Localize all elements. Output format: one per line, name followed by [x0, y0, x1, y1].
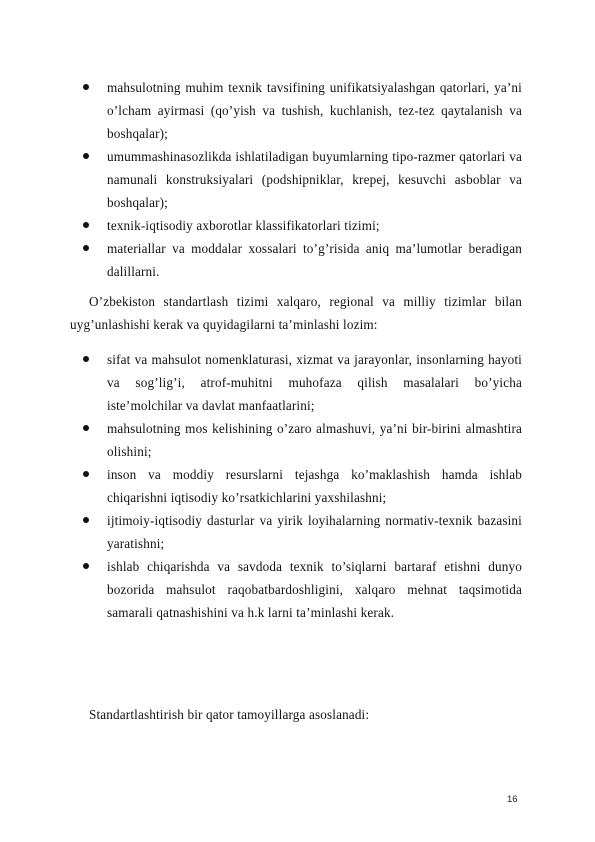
list-item: [82, 214, 522, 237]
list-item: [82, 76, 522, 145]
list-item: [82, 348, 522, 417]
list-item: [82, 145, 522, 214]
list-item: [82, 417, 522, 463]
bullet-list-1: [82, 76, 522, 283]
bullet-icon: [83, 222, 89, 228]
list-item-text: umummashinasozlikda ishlatiladigan buyumlarning tipo-razmer qatorlari va namunali konstruksiyalari (podshipniklar, krepej, kesuvchi asboblar va boshqalar);: [107, 149, 522, 210]
list-item: [82, 463, 522, 509]
bullet-icon: [83, 471, 89, 477]
list-item: [82, 509, 522, 555]
bullet-icon: [83, 425, 89, 431]
list-item-text: sifat va mahsulot nomenklaturasi, xizmat va jarayonlar, insonlarning hayoti va sog’lig’i, atrof-muhitni muhofaza qilish masalalari bo’yicha iste’molchilar va davlat manfaatlarini;: [107, 352, 522, 413]
list-item-text: texnik-iqtisodiy axborotlar klassifikatorlari tizimi;: [107, 218, 380, 233]
bullet-list-2: [82, 348, 522, 624]
bullet-icon: [83, 245, 89, 251]
body-paragraph: Standartlashtirish bir qator tamoyillarga asoslanadi:: [89, 707, 370, 722]
list-item: [82, 555, 522, 624]
list-item-text: ijtimoiy-iqtisodiy dasturlar va yirik loyihalarning normativ-texnik bazasini yaratishni;: [107, 513, 522, 551]
body-paragraph: O’zbekiston standartlash tizimi xalqaro, regional va milliy tizimlar bilan uyg’unlashishi kerak va quyidagilarni ta’minlashi lozim:: [70, 294, 522, 332]
bullet-icon: [83, 563, 89, 569]
list-item-text: ishlab chiqarishda va savdoda texnik to’siqlarni bartaraf etishni dunyo bozorida mahsulot raqobatbardoshligini, xalqaro mehnat taqsimotida samarali qatnashishini va h.k larni ta’minlashi kerak.: [107, 559, 522, 620]
bullet-icon: [83, 517, 89, 523]
list-item-text: materiallar va moddalar xossalari to’g’risida aniq ma’lumotlar beradigan dalillarni.: [107, 241, 522, 279]
list-item-text: inson va moddiy resurslarni tejashga ko’maklashish hamda ishlab chiqarishni iqtisodiy ko’rsatkichlarini yaxshilashni;: [107, 467, 522, 505]
bullet-icon: [83, 153, 89, 159]
page-number: 16: [507, 794, 518, 805]
list-item-text: mahsulotning mos kelishining o’zaro almashuvi, ya’ni bir-birini almashtira olishini;: [107, 421, 522, 459]
bullet-icon: [83, 356, 89, 362]
bullet-icon: [83, 84, 89, 90]
list-item-text: mahsulotning muhim texnik tavsifining unifikatsiyalashgan qatorlari, ya’ni o’lcham ayirmasi (qo’yish va tushish, kuchlanish, tez-tez qaytalanish va boshqalar);: [107, 80, 522, 141]
list-item: [82, 237, 522, 283]
